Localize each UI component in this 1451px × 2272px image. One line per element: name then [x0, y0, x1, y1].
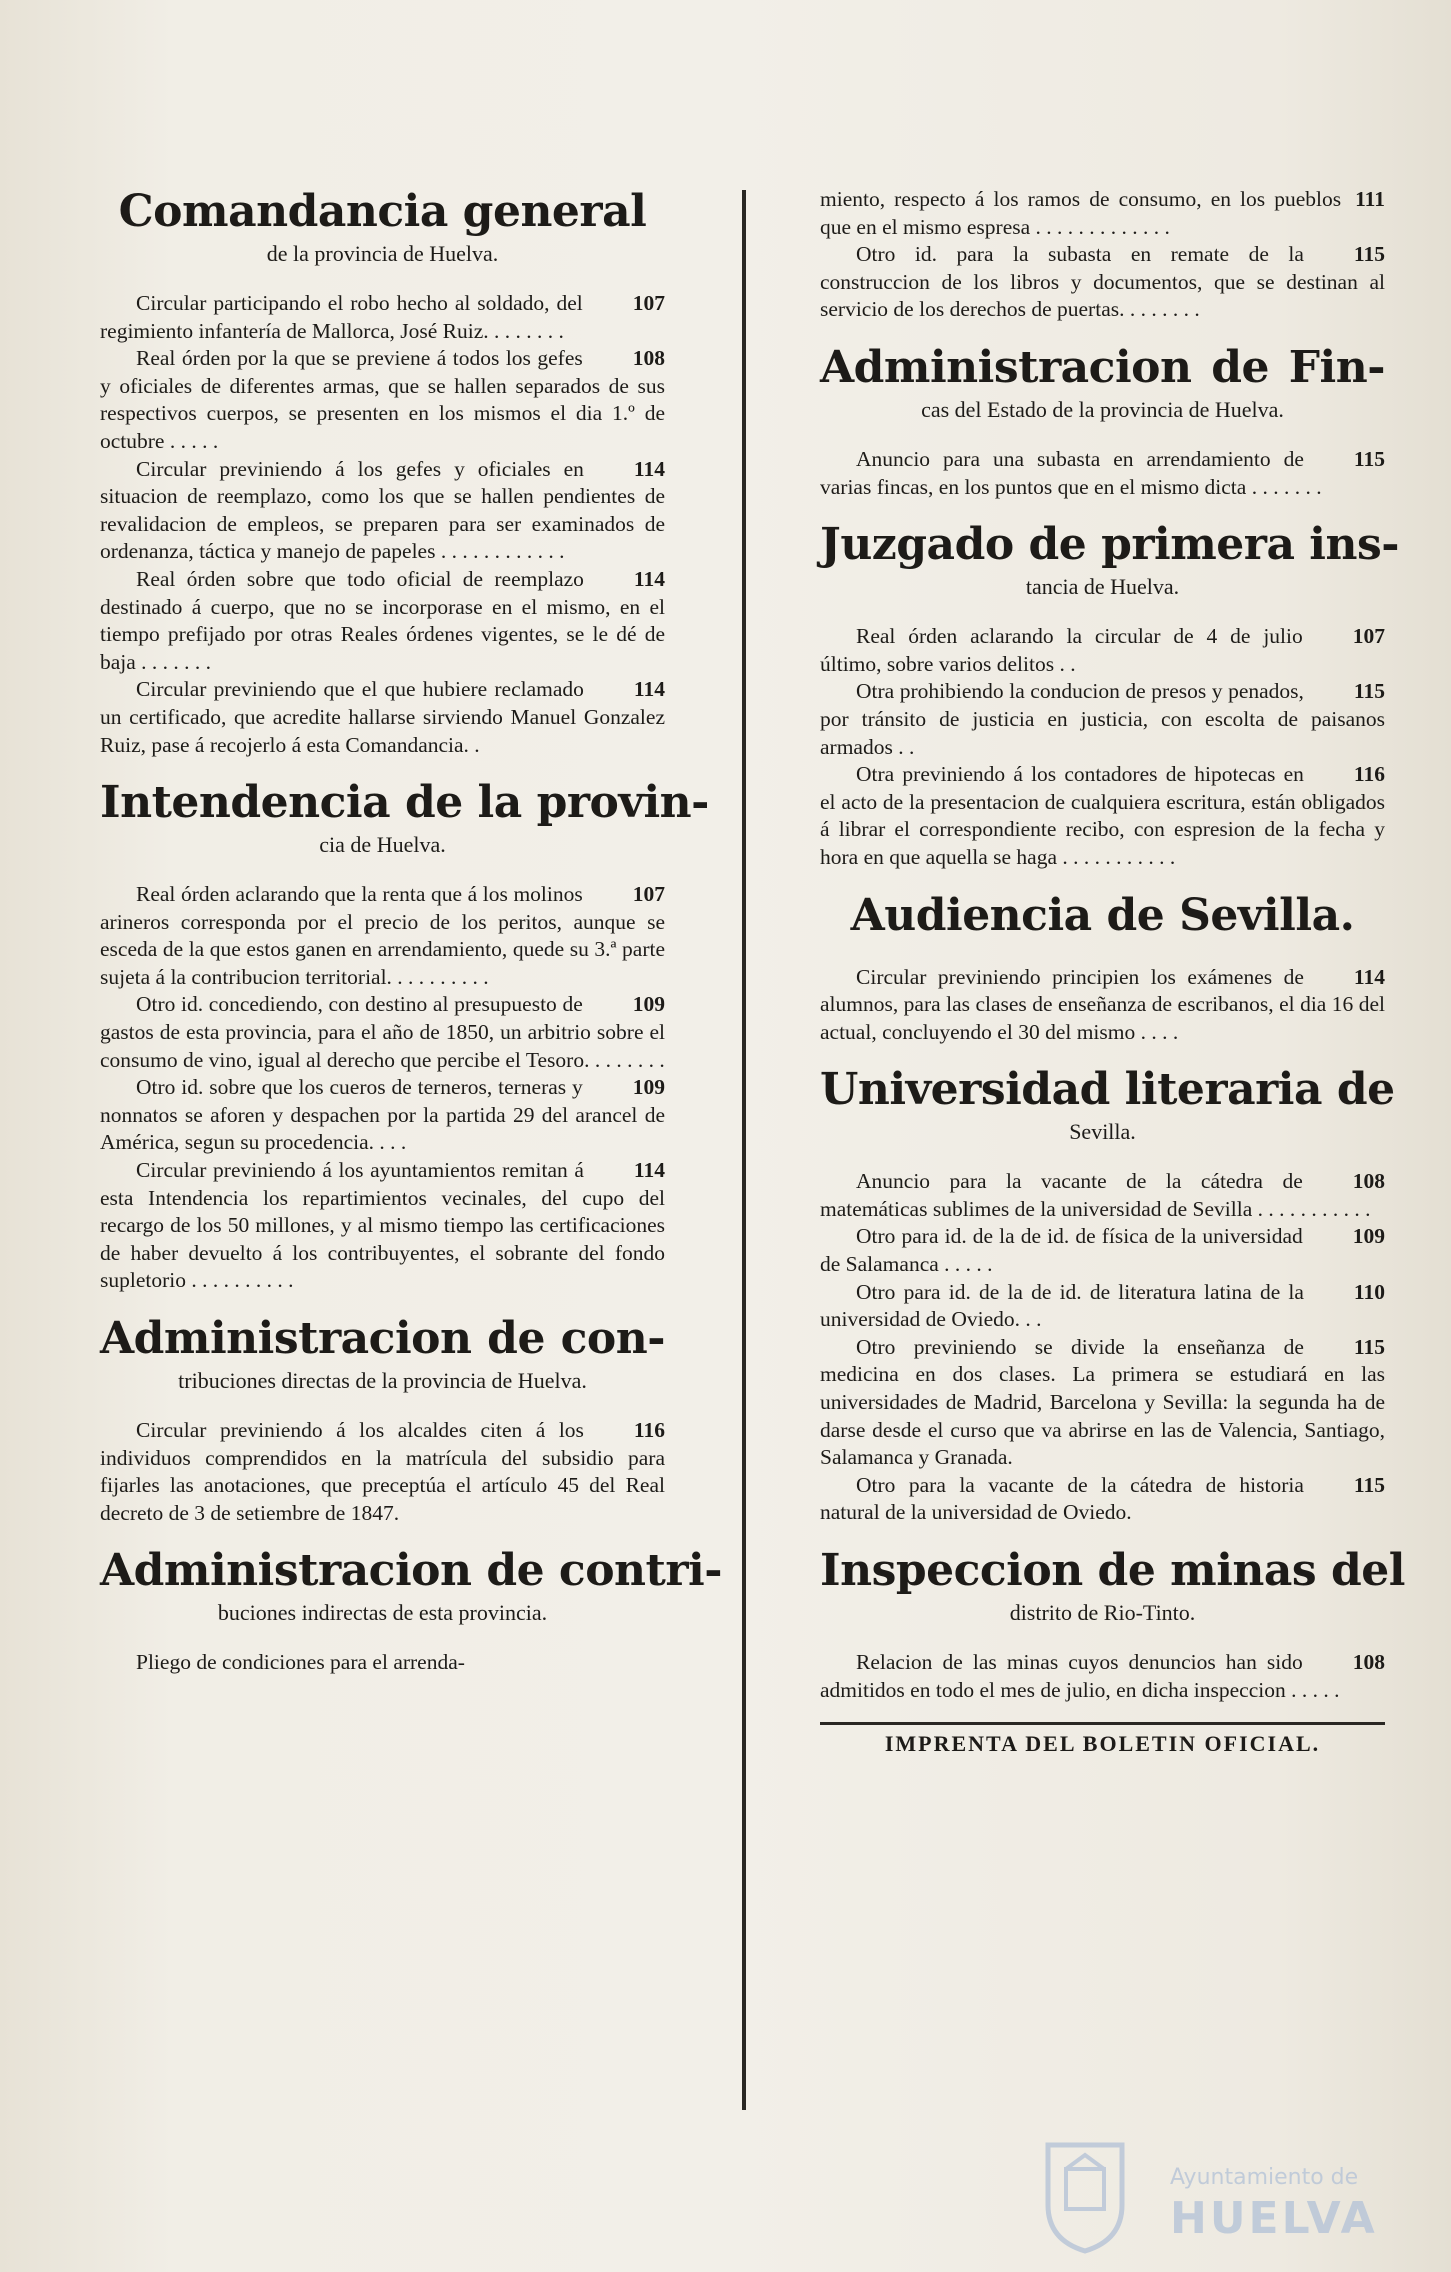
index-section — [100, 1313, 665, 1527]
page-number: 114 — [633, 456, 665, 481]
index-entry — [820, 678, 1385, 761]
printer-imprint: IMPRENTA DEL BOLETIN OFICIAL. — [820, 1722, 1385, 1757]
page-number: 114 — [633, 566, 665, 591]
page-number: 108 — [632, 346, 665, 371]
section-heading: Inspeccion de minas del — [820, 1545, 1405, 1596]
entry-text: Otro para id. de la de id. de literatura latina de la universidad de Oviedo. . . — [820, 1279, 1304, 1332]
index-entry — [820, 623, 1385, 678]
section-subheading: cas del Estado de la provincia de Huelva. — [921, 396, 1284, 422]
index-entry — [100, 676, 665, 759]
entry-text: Real órden sobre que todo oficial de reemplazo destinado á cuerpo, que no se incorporase en el mismo, en el tiempo prefijado por otras Reales órdenes vigentes, se le dé de baja . . . . . . . — [100, 566, 665, 674]
section-subheading: cia de Huelva. — [319, 832, 446, 858]
entry-text: Otro previniendo se divide la enseñanza de medicina en dos clases. La primera se estudiará en las universidades de Madrid, Barcelona y Sevilla: la segunda ha de darse desde el curso que va abrirse en las de Valencia, Santiago, Salamanca y Granada. — [820, 1334, 1385, 1470]
page-number: 109 — [1352, 1224, 1385, 1249]
index-entry — [820, 186, 1385, 241]
index-entry — [820, 1334, 1385, 1472]
entry-text: Otra previniendo á los contadores de hipotecas en el acto de la presentacion de cualquiera escritura, están obligados á librar el correspondiente recibo, con espresion de la fecha y hora en que aquella se haga . . . . . . . . . . . — [820, 762, 1385, 869]
column-divider — [742, 190, 746, 2110]
entry-text: Otro id. concediendo, con destino al presupuesto de gastos de esta provincia, para el año de 1850, un arbitrio sobre el consumo de vino, igual al derecho que percibe el Tesoro. . . . . . . . — [100, 992, 665, 1072]
index-entry — [100, 1417, 665, 1527]
entry-text: Relacion de las minas cuyos denuncios han sido admitidos en todo el mes de julio, en dicha inspeccion . . . . . — [820, 1650, 1340, 1702]
index-entry — [100, 456, 665, 566]
index-entry — [820, 1279, 1385, 1334]
page-number: 115 — [1353, 1334, 1385, 1359]
page-number: 111 — [1355, 187, 1385, 211]
entry-text: Otro id. sobre que los cueros de terneros, terneras y nonnatos se aforen y despachen por la partida 29 del arancel de América, segun su procedencia. . . . — [100, 1075, 665, 1155]
page-number: 107 — [632, 882, 665, 907]
page-number: 108 — [1352, 1169, 1385, 1194]
index-section — [820, 1064, 1395, 1527]
index-entry — [820, 446, 1385, 501]
section-heading: Juzgado de primera ins- — [820, 519, 1400, 571]
section-heading: Intendencia de la provin- — [100, 777, 709, 829]
page-number: 109 — [632, 992, 665, 1017]
section-heading: Universidad literaria de — [820, 1064, 1395, 1116]
section-heading: Administracion de Fin- — [820, 341, 1385, 393]
index-entry — [100, 1074, 665, 1157]
index-entry — [100, 566, 665, 676]
index-section — [820, 1545, 1405, 1704]
page-number: 115 — [1353, 446, 1385, 471]
index-section — [100, 1545, 723, 1677]
index-entry — [820, 1649, 1385, 1704]
section-subheading: tribuciones directas de la provincia de Huelva. — [178, 1368, 587, 1393]
section-subheading: buciones indirectas de esta provincia. — [217, 1600, 548, 1626]
section-subheading: distrito de Rio-Tinto. — [1009, 1600, 1196, 1625]
entry-text: Real órden por la que se previene á todos los gefes y oficiales de diferentes armas, que se hallen separados de sus respectivos cuerpos, se presenten en los mismos el dia 1.º de octubre . . . . . — [100, 346, 665, 453]
index-section — [820, 519, 1400, 871]
page-number: 115 — [1353, 679, 1385, 704]
entry-text: Otro para la vacante de la cátedra de historia natural de la universidad de Oviedo. — [820, 1472, 1304, 1525]
page-number: 116 — [1353, 762, 1385, 787]
entry-text: Circular previniendo á los alcaldes citen á los individuos comprendidos en la matrícula del subsidio para fijarles las anotaciones, que preceptúa el artículo 45 del Real decreto de 3 de setiembre de 1847. — [100, 1418, 665, 1525]
entry-text: Real órden aclarando la circular de 4 de julio último, sobre varios delitos . . — [820, 624, 1303, 676]
page-number: 109 — [632, 1075, 665, 1100]
entry-text: Circular previniendo principien los exámenes de alumnos, para las clases de enseñanza de escribanos, el dia 16 del actual, concluyendo el 30 del mismo . . . . — [820, 964, 1385, 1044]
page-number: 115 — [1353, 1472, 1385, 1497]
entry-text: Real órden aclarando que la renta que á los molinos arineros corresponda por el precio de los peritos, aunque se esceda de la que estos ganen en arrendamiento, quede su 3.ª parte sujeta á la contribucion territorial. . . . . . . . . . — [100, 882, 665, 989]
entry-text: Otra prohibiendo la conducion de presos y penados, por tránsito de justicia en justicia, con escolta de paisanos armados . . — [820, 679, 1385, 759]
page-number: 115 — [1353, 242, 1385, 267]
page-number: 114 — [1353, 964, 1385, 989]
watermark-line2: HUELVA — [1170, 2193, 1378, 2244]
section-heading: Administracion de con- — [100, 1313, 665, 1364]
section-heading: Audiencia de Sevilla. — [850, 889, 1355, 941]
entry-text: Circular previniendo que el que hubiere reclamado un certificado, que acredite hallarse sirviendo Manuel Gonzalez Ruiz, pase á recojerlo á esta Comandancia. . — [100, 677, 665, 757]
section-subheading: Sevilla. — [1069, 1119, 1136, 1145]
entry-text: Circular previniendo á los ayuntamientos remitan á esta Intendencia los repartimientos vecinales, del cupo del recargo de los 50 millones, y al mismo tiempo las certificaciones de haber devuelto á los contribuyentes, el sobrante del fondo supletorio . . . . . . . . . . — [100, 1158, 665, 1293]
index-section — [820, 342, 1385, 501]
entry-text: Anuncio para una subasta en arrendamiento de varias fincas, en los puntos que en el mismo dicta . . . . . . . — [820, 446, 1322, 499]
index-section — [820, 186, 1385, 324]
index-entry — [820, 1168, 1385, 1223]
index-entry — [100, 1649, 665, 1677]
index-entry — [100, 881, 665, 991]
index-entry — [820, 1472, 1385, 1527]
right-column — [820, 186, 1405, 1757]
entry-text: Otro id. para la subasta en remate de la construccion de los libros y documentos, que se destinan al servicio de los derechos de puertas. . . . . . . . — [820, 242, 1385, 322]
index-section — [100, 186, 665, 759]
index-entry — [100, 290, 665, 345]
page-number: 110 — [1353, 1279, 1385, 1304]
index-entry — [100, 345, 665, 455]
page-number: 114 — [633, 1158, 665, 1183]
entry-text: Circular previniendo á los gefes y oficiales en situacion de reemplazo, como los que se hallen pendientes de revalidacion de empleos, se preparen para ser examinados de ordenanza, táctica y manejo de papeles . . . . . . . . . . . . — [100, 456, 665, 564]
index-section — [100, 777, 709, 1295]
watermark-line1: Ayuntamiento de — [1170, 2165, 1359, 2190]
page-number: 116 — [633, 1418, 665, 1442]
page-number: 107 — [632, 291, 665, 315]
page-number: 114 — [633, 677, 665, 702]
left-column — [100, 186, 723, 1695]
section-subheading: de la provincia de Huelva. — [266, 241, 499, 266]
index-entry — [100, 991, 665, 1074]
index-entry — [820, 761, 1385, 871]
index-entry — [820, 964, 1385, 1047]
section-subheading: tancia de Huelva. — [1025, 574, 1180, 600]
entry-text: Pliego de condiciones para el arrenda- — [136, 1650, 465, 1675]
section-heading: Comandancia general — [118, 186, 647, 237]
entry-text: Otro para id. de la de id. de física de la universidad de Salamanca . . . . . — [820, 1224, 1303, 1277]
page-number: 108 — [1352, 1650, 1385, 1674]
city-shield-icon — [1040, 2135, 1130, 2255]
entry-text: Circular participando el robo hecho al soldado, del regimiento infantería de Mallorca, José Ruiz. . . . . . . . — [100, 291, 583, 343]
entry-text: Anuncio para la vacante de la cátedra de matemáticas sublimes de la universidad de Sevilla . . . . . . . . . . . — [820, 1169, 1371, 1221]
index-entry — [820, 241, 1385, 324]
section-heading: Administracion de contri- — [100, 1545, 723, 1597]
index-entry — [820, 1223, 1385, 1278]
index-entry — [100, 1157, 665, 1295]
page-number: 107 — [1352, 624, 1385, 649]
watermark — [1040, 2135, 1400, 2255]
entry-text: miento, respecto á los ramos de consumo, en los pueblos que en el mismo espresa . . . . . . . . . . . . . — [820, 187, 1342, 239]
index-section — [820, 890, 1385, 1047]
